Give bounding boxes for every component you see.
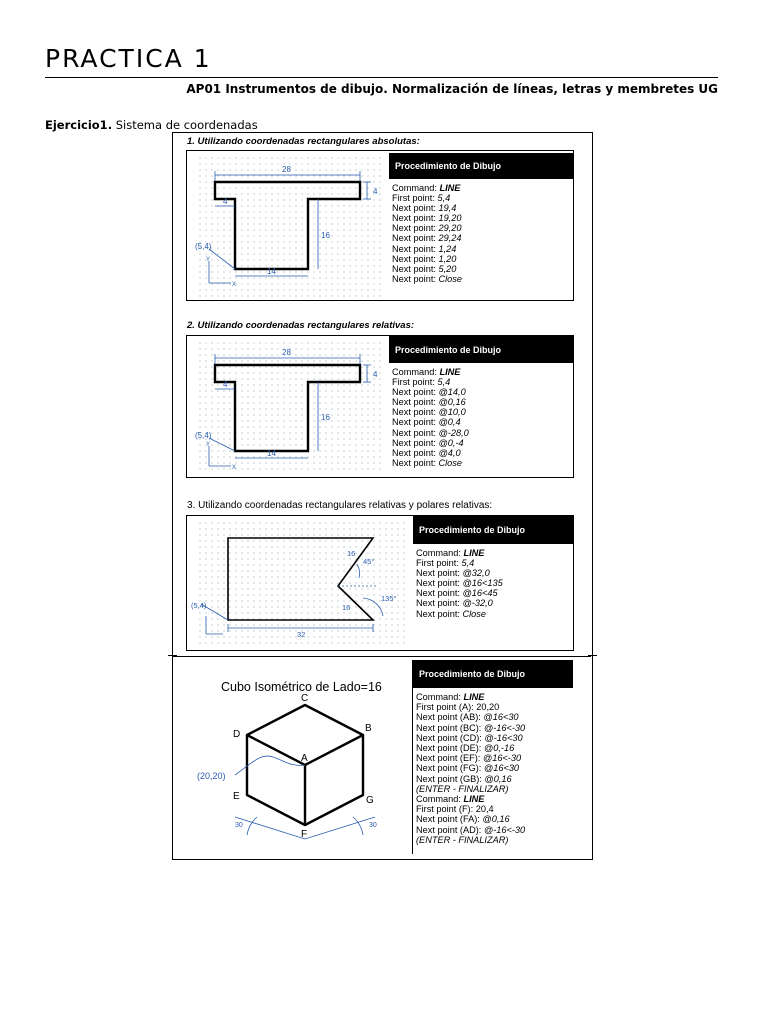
step-label: Next point: <box>392 243 439 254</box>
procedure-step <box>416 692 573 702</box>
step-value: @16<30 <box>483 712 519 723</box>
step-value: 19,4 <box>438 203 457 214</box>
step-label: Next point: <box>392 427 439 438</box>
procedure-step <box>416 578 574 588</box>
title-divider <box>45 77 718 78</box>
procedure-step <box>416 568 574 578</box>
exercise-sheet <box>172 132 593 860</box>
procedure-title: Procedimiento de Dibujo <box>389 153 574 179</box>
dim-height-label: 16 <box>321 413 330 422</box>
step-value: LINE <box>439 183 461 193</box>
step-value: @-28,0 <box>438 427 469 438</box>
step-value: @-32,0 <box>462 598 493 609</box>
step-label: Next point: <box>392 233 439 244</box>
step-value: @16<30 <box>483 763 520 774</box>
step-label: Next point: <box>392 397 439 408</box>
procedure-step <box>416 598 574 608</box>
section-2-heading: 2. Utilizando coordenadas rectangulares relativas: <box>187 320 415 331</box>
step-label: First point (A): <box>416 702 477 713</box>
step-label: Next point (AD): <box>416 824 484 835</box>
procedure-step <box>392 264 574 274</box>
angle-45-label: 45° <box>363 557 375 566</box>
cube-drawing <box>173 657 411 857</box>
page-subtitle: AP01 Instrumentos de dibujo. Normalización de líneas, letras y membretes UG <box>186 82 718 96</box>
section-1-panel <box>186 150 574 301</box>
step-label: Next point (GB): <box>416 773 485 784</box>
vertex-b-label: B <box>365 723 372 734</box>
step-label: Next point: <box>392 273 439 284</box>
step-label: Next point: <box>392 253 439 264</box>
procedure-title: Procedimiento de Dibujo <box>413 660 573 688</box>
procedure-step <box>392 244 574 254</box>
step-value: LINE <box>439 367 461 377</box>
procedure-step <box>392 428 574 438</box>
procedure-step <box>392 397 574 407</box>
section-1-heading: 1. Utilizando coordenadas rectangulares absolutas: <box>187 136 420 147</box>
step-label: Command: <box>416 794 464 805</box>
axis-x-label: X <box>232 282 237 288</box>
step-value: @16<135 <box>462 578 503 589</box>
step-value: 29,24 <box>438 233 462 244</box>
step-label: Next point: <box>392 223 439 234</box>
procedure-step <box>392 367 574 377</box>
step-value: @-16<30 <box>484 732 523 743</box>
section-2-drawing <box>187 336 389 477</box>
exercise-number: Ejercicio1. <box>45 118 113 132</box>
procedure-step <box>392 254 574 264</box>
step-label: Next point: <box>392 447 439 458</box>
step-label: First point: <box>392 377 438 388</box>
step-value: LINE <box>463 692 485 702</box>
procedure-step <box>392 213 574 223</box>
grid <box>195 340 385 474</box>
step-value: @14,0 <box>438 387 466 398</box>
exercise-topic: Sistema de coordenadas <box>112 118 258 132</box>
section-2-panel <box>186 335 574 478</box>
procedure-step <box>416 814 573 824</box>
procedure-step <box>392 233 574 243</box>
procedure-steps <box>413 688 573 845</box>
procedure-title: Procedimiento de Dibujo <box>413 516 574 544</box>
dim-height-label: 16 <box>321 231 330 240</box>
procedure-step <box>416 702 573 712</box>
procedure-step <box>416 609 574 619</box>
step-label: Command: <box>416 692 464 702</box>
step-label: Next point: <box>392 263 439 274</box>
step-value: Close <box>462 608 486 619</box>
step-value: 5,20 <box>438 263 457 274</box>
procedure-step <box>416 774 573 784</box>
dim-flange-label: 4 <box>373 370 378 379</box>
section-4-procedure <box>412 660 573 854</box>
step-label: Next point: <box>392 203 439 214</box>
step-label: Next point (AB): <box>416 712 484 723</box>
step-label: Next point (DE): <box>416 743 484 754</box>
dim-lower-segment-label: 16 <box>342 603 351 612</box>
angle-right-label: 30 <box>369 822 377 829</box>
origin-label: (5,4) <box>195 242 212 251</box>
procedure-step <box>392 438 574 448</box>
step-value: LINE <box>463 548 485 558</box>
step-value: LINE <box>463 794 485 805</box>
step-value: 1,24 <box>438 243 457 254</box>
dim-offset-label: 4 <box>223 380 228 389</box>
step-label: Next point: <box>392 417 439 428</box>
dim-upper-segment-label: 16 <box>347 549 356 558</box>
procedure-steps <box>413 544 574 619</box>
vertex-f-label: F <box>301 829 308 840</box>
grid <box>195 520 409 646</box>
step-value: @-16<-30 <box>483 824 526 835</box>
step-value: @0,16 <box>482 814 510 825</box>
step-value: Close <box>438 457 462 468</box>
coordinate-label: (20,20) <box>197 771 226 781</box>
page-title: PRACTICA 1 <box>45 44 212 73</box>
procedure-step <box>416 712 573 722</box>
section-3-drawing <box>187 516 413 650</box>
procedure-step <box>392 223 574 233</box>
vertex-d-label: D <box>233 729 241 740</box>
step-label: First point: <box>416 558 462 569</box>
section-3-heading: 3. Utilizando coordenadas rectangulares relativas y polares relativas: <box>187 500 493 511</box>
procedure-step <box>392 183 574 193</box>
step-value: 1,20 <box>438 253 457 264</box>
step-value: @0,-4 <box>438 437 464 448</box>
section-2-procedure <box>389 336 574 468</box>
origin-label: (5,4) <box>195 431 212 440</box>
procedure-step <box>416 794 573 804</box>
step-value: @16<45 <box>462 588 498 599</box>
dim-length-label: 32 <box>297 630 306 639</box>
procedure-steps <box>389 363 574 468</box>
step-value: @10,0 <box>438 407 466 418</box>
origin-label: (5,4) <box>191 601 207 610</box>
procedure-step <box>392 417 574 427</box>
procedure-step <box>416 763 573 773</box>
procedure-step <box>416 743 573 753</box>
section-3-panel <box>186 515 574 651</box>
section-1-procedure <box>389 153 574 284</box>
procedure-step <box>416 835 573 845</box>
step-label: Next point (FG): <box>416 763 484 774</box>
vertex-c-label: C <box>301 693 309 704</box>
procedure-step <box>392 193 574 203</box>
procedure-step <box>416 558 574 568</box>
procedure-step <box>416 723 573 733</box>
section-1-drawing <box>187 151 389 300</box>
step-label: Command: <box>392 183 440 193</box>
step-value: Close <box>438 273 462 284</box>
procedure-step <box>416 548 574 558</box>
step-value: @32,0 <box>462 568 490 579</box>
procedure-step <box>416 588 574 598</box>
axis-y-label: Y <box>206 442 211 448</box>
step-value: @0,-16 <box>483 743 515 754</box>
procedure-title: Procedimiento de Dibujo <box>389 336 574 363</box>
step-label: Next point: <box>416 578 463 589</box>
step-label: Next point (BC): <box>416 722 484 733</box>
step-label: Command: <box>416 548 464 558</box>
step-value: @16<-30 <box>482 753 522 764</box>
step-label: Next point: <box>392 457 439 468</box>
cube-title: Cubo Isométrico de Lado=16 <box>221 680 382 694</box>
step-value: 19,20 <box>438 213 462 224</box>
step-label: Next point: <box>416 588 463 599</box>
step-value: 29,20 <box>438 223 462 234</box>
step-value: (ENTER - FINALIZAR) <box>416 834 509 845</box>
procedure-step <box>392 203 574 213</box>
section-4-panel <box>173 656 591 859</box>
axis-x-label: X <box>232 465 237 471</box>
step-value: @-16<-30 <box>483 722 526 733</box>
step-label: Next point: <box>392 387 439 398</box>
procedure-step <box>392 377 574 387</box>
step-label: Next point: <box>416 598 463 609</box>
procedure-step <box>392 407 574 417</box>
dim-stem-label: 14 <box>267 449 276 458</box>
step-value: @0,4 <box>438 417 461 428</box>
vertex-a-label: A <box>301 753 308 764</box>
dim-offset-label: 4 <box>223 197 228 206</box>
step-label: First point: <box>392 193 438 204</box>
step-label: Next point (EF): <box>416 753 483 764</box>
procedure-steps <box>389 179 574 284</box>
procedure-step <box>416 733 573 743</box>
exercise-heading <box>45 118 258 132</box>
step-label: Next point: <box>416 568 463 579</box>
step-value: 20,4 <box>475 804 494 815</box>
procedure-step <box>416 784 573 794</box>
procedure-step <box>392 387 574 397</box>
step-label: Command: <box>392 367 440 377</box>
axis-y-label: Y <box>206 257 211 263</box>
vertex-g-label: G <box>366 795 374 806</box>
vertex-e-label: E <box>233 791 240 802</box>
step-label: Next point: <box>392 437 439 448</box>
step-value: @0,16 <box>484 773 512 784</box>
step-label: Next point: <box>392 213 439 224</box>
step-value: 5,4 <box>437 377 451 388</box>
dim-width-label: 28 <box>282 165 291 174</box>
procedure-step <box>392 274 574 284</box>
dim-stem-label: 14 <box>267 267 276 276</box>
angle-135-label: 135° <box>381 594 397 603</box>
step-value: (ENTER - FINALIZAR) <box>416 783 509 794</box>
step-value: 5,4 <box>437 193 451 204</box>
dim-width-label: 28 <box>282 348 291 357</box>
angle-left-label: 30 <box>235 822 243 829</box>
step-value: 5,4 <box>461 558 475 569</box>
step-value: 20,20 <box>476 702 500 713</box>
step-value: @4,0 <box>438 447 461 458</box>
step-label: Next point: <box>392 407 439 418</box>
section-3-procedure <box>413 516 574 619</box>
procedure-step <box>416 825 573 835</box>
step-value: @0,16 <box>438 397 466 408</box>
step-label: Next point (FA): <box>416 814 483 825</box>
dim-flange-label: 4 <box>373 187 378 196</box>
step-label: First point (F): <box>416 804 476 815</box>
procedure-step <box>392 458 574 468</box>
step-label: Next point (CD): <box>416 732 485 743</box>
procedure-step <box>392 448 574 458</box>
procedure-step <box>416 753 573 763</box>
procedure-step <box>416 804 573 814</box>
step-label: Next point: <box>416 608 463 619</box>
